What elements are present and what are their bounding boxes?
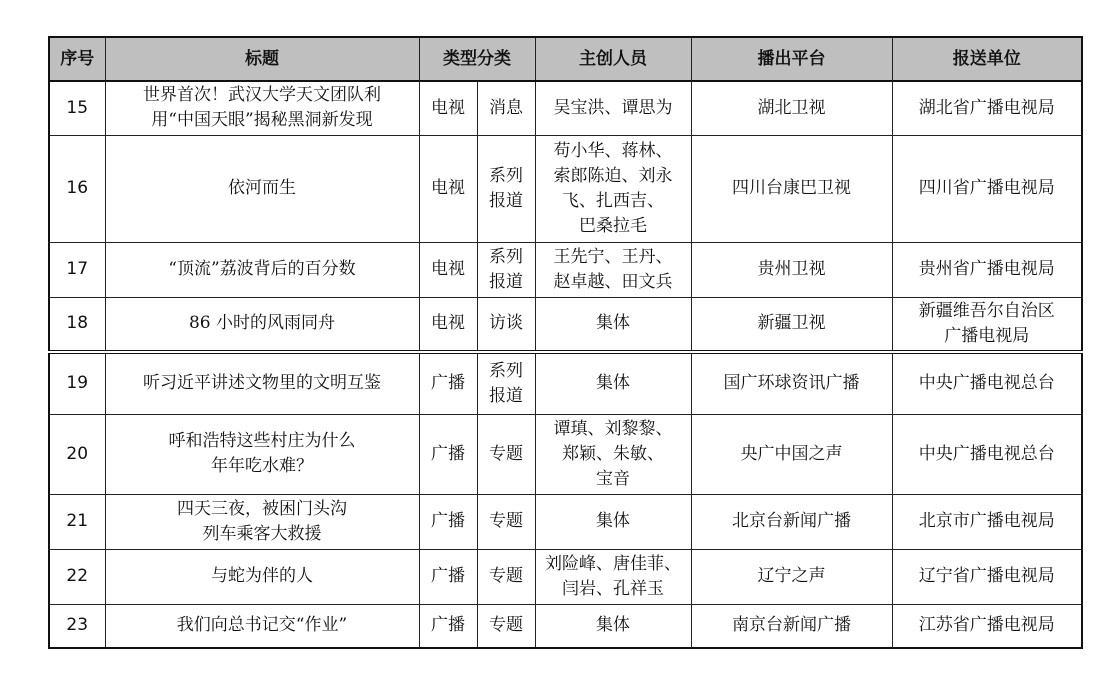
table-row [49,494,1082,549]
cell-type: 电视 [419,81,477,135]
cell-platform: 南京台新闻广播 [691,604,892,648]
cell-type: 电视 [419,242,477,297]
cell-title: 我们向总书记交“作业” [105,604,419,648]
cell-creators: 集体 [535,297,691,352]
cell-creators: 吴宝洪、谭思为 [535,81,691,135]
cell-creators: 刘险峰、唐佳菲、 闫岩、孔祥玉 [535,549,691,604]
cell-creators: 集体 [535,352,691,414]
cell-no: 16 [49,135,105,242]
cell-no: 18 [49,297,105,352]
cell-platform: 北京台新闻广播 [691,494,892,549]
table-header [49,37,1082,81]
header-row [49,37,1082,81]
cell-title: “顶流”荔波背后的百分数 [105,242,419,297]
table-row [49,242,1082,297]
cell-platform: 央广中国之声 [691,414,892,494]
header-title: 标题 [105,37,419,81]
cell-creators: 谭瑱、刘黎黎、 郑颖、朱敏、 宝音 [535,414,691,494]
cell-type: 广播 [419,352,477,414]
cell-unit: 辽宁省广播电视局 [892,549,1082,604]
cell-platform: 国广环球资讯广播 [691,352,892,414]
cell-title: 四天三夜，被困门头沟 列车乘客大救援 [105,494,419,549]
cell-no: 20 [49,414,105,494]
header-platform: 播出平台 [691,37,892,81]
cell-unit: 北京市广播电视局 [892,494,1082,549]
cell-unit: 江苏省广播电视局 [892,604,1082,648]
cell-title: 听习近平讲述文物里的文明互鉴 [105,352,419,414]
cell-unit: 贵州省广播电视局 [892,242,1082,297]
cell-type: 广播 [419,604,477,648]
cell-unit: 中央广播电视总台 [892,414,1082,494]
cell-title: 依河而生 [105,135,419,242]
cell-platform: 四川台康巴卫视 [691,135,892,242]
table-row [49,549,1082,604]
cell-category: 专题 [477,549,535,604]
cell-no: 15 [49,81,105,135]
table-row [49,297,1082,352]
cell-category: 系列 报道 [477,135,535,242]
table-row [49,135,1082,242]
header-no: 序号 [49,37,105,81]
table-body [49,81,1082,648]
cell-platform: 辽宁之声 [691,549,892,604]
header-type-category: 类型分类 [419,37,535,81]
header-unit: 报送单位 [892,37,1082,81]
cell-no: 23 [49,604,105,648]
table-row [49,414,1082,494]
cell-platform: 湖北卫视 [691,81,892,135]
cell-no: 19 [49,352,105,414]
cell-category: 消息 [477,81,535,135]
cell-category: 专题 [477,414,535,494]
table-row [49,81,1082,135]
cell-platform: 新疆卫视 [691,297,892,352]
cell-no: 22 [49,549,105,604]
cell-type: 广播 [419,549,477,604]
cell-title: 世界首次！武汉大学天文团队利 用“中国天眼”揭秘黑洞新发现 [105,81,419,135]
cell-type: 广播 [419,494,477,549]
cell-category: 系列 报道 [477,242,535,297]
award-list-table [48,36,1083,649]
cell-unit: 湖北省广播电视局 [892,81,1082,135]
cell-unit: 中央广播电视总台 [892,352,1082,414]
cell-title: 呼和浩特这些村庄为什么 年年吃水难？ [105,414,419,494]
table-row [49,604,1082,648]
cell-creators: 苟小华、蒋林、 索郎陈迫、刘永 飞、扎西吉、 巴桑拉毛 [535,135,691,242]
cell-type: 广播 [419,414,477,494]
cell-unit: 新疆维吾尔自治区 广播电视局 [892,297,1082,352]
cell-type: 电视 [419,135,477,242]
cell-title: 86 小时的风雨同舟 [105,297,419,352]
cell-creators: 集体 [535,494,691,549]
cell-unit: 四川省广播电视局 [892,135,1082,242]
cell-category: 专题 [477,604,535,648]
cell-type: 电视 [419,297,477,352]
table-row [49,352,1082,414]
cell-category: 专题 [477,494,535,549]
header-creators: 主创人员 [535,37,691,81]
cell-no: 17 [49,242,105,297]
cell-no: 21 [49,494,105,549]
cell-title: 与蛇为伴的人 [105,549,419,604]
cell-category: 系列 报道 [477,352,535,414]
cell-creators: 集体 [535,604,691,648]
cell-platform: 贵州卫视 [691,242,892,297]
cell-category: 访谈 [477,297,535,352]
cell-creators: 王先宁、王丹、 赵卓越、田文兵 [535,242,691,297]
